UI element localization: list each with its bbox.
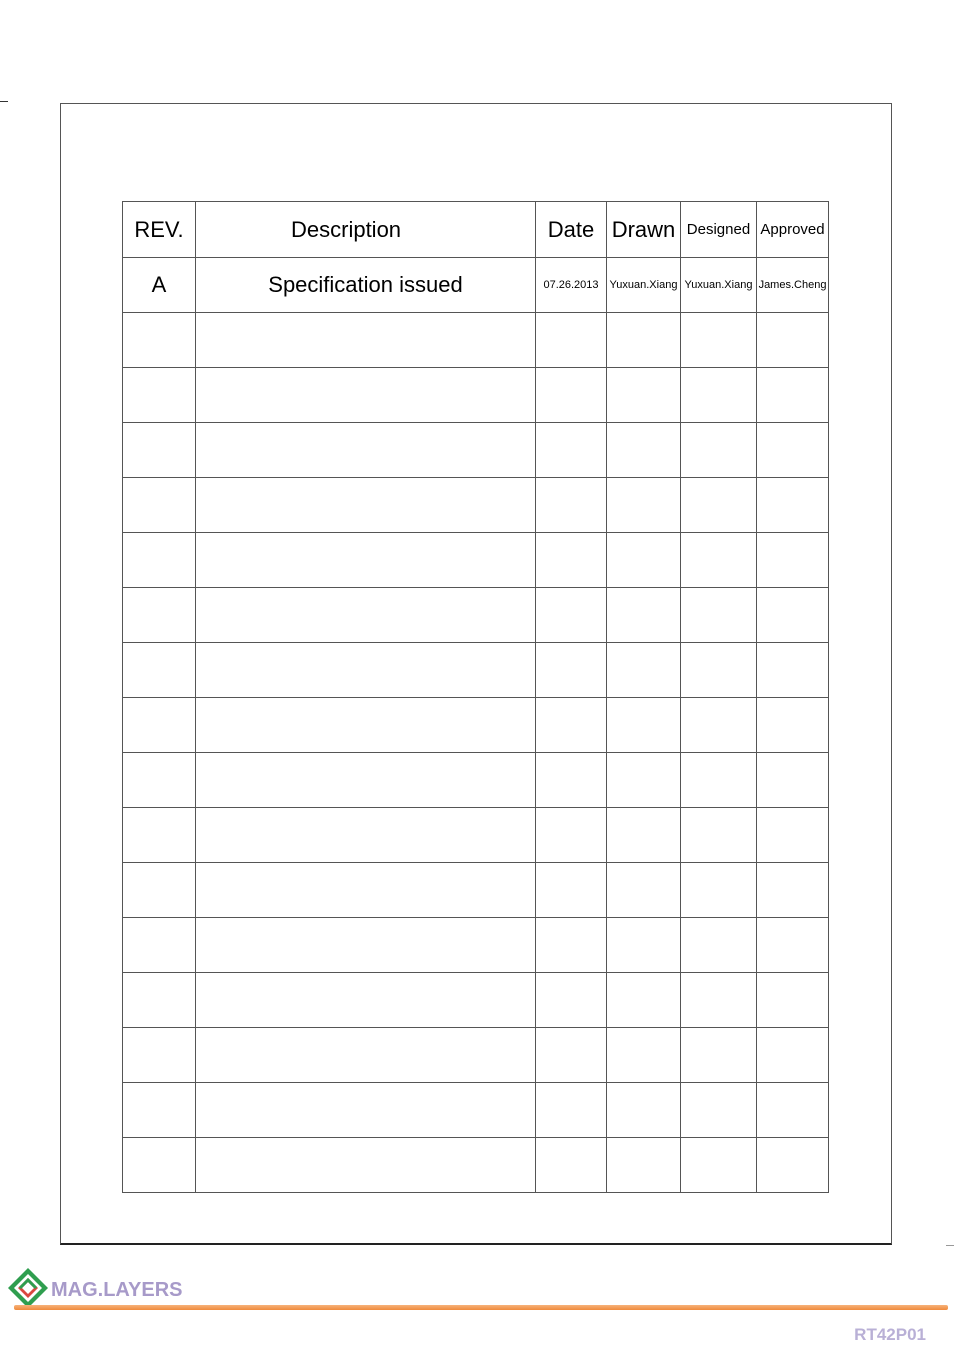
empty-cell bbox=[123, 863, 196, 918]
empty-cell bbox=[607, 918, 681, 973]
empty-cell bbox=[536, 698, 607, 753]
cell-description: Specification issued bbox=[196, 258, 536, 313]
empty-cell bbox=[196, 313, 536, 368]
empty-cell bbox=[123, 918, 196, 973]
empty-cell bbox=[196, 423, 536, 478]
table-row bbox=[123, 863, 829, 918]
table-row bbox=[123, 258, 829, 313]
table-row bbox=[123, 368, 829, 423]
empty-cell bbox=[536, 533, 607, 588]
empty-cell bbox=[536, 1138, 607, 1193]
empty-cell bbox=[123, 423, 196, 478]
empty-cell bbox=[196, 863, 536, 918]
empty-cell bbox=[196, 753, 536, 808]
empty-cell bbox=[536, 973, 607, 1028]
empty-cell bbox=[536, 1083, 607, 1138]
empty-cell bbox=[757, 1138, 829, 1193]
table-row bbox=[123, 753, 829, 808]
table-row bbox=[123, 973, 829, 1028]
empty-cell bbox=[196, 1083, 536, 1138]
empty-cell bbox=[536, 753, 607, 808]
empty-cell bbox=[607, 423, 681, 478]
header-approved: Approved bbox=[757, 202, 829, 258]
empty-cell bbox=[123, 808, 196, 863]
empty-cell bbox=[681, 918, 757, 973]
empty-cell bbox=[607, 698, 681, 753]
empty-cell bbox=[681, 533, 757, 588]
header-description: Description bbox=[196, 202, 536, 258]
empty-cell bbox=[196, 918, 536, 973]
empty-cell bbox=[681, 808, 757, 863]
cell-drawn: Yuxuan.Xiang bbox=[607, 258, 681, 313]
table-row bbox=[123, 423, 829, 478]
empty-cell bbox=[123, 973, 196, 1028]
empty-cell bbox=[607, 1028, 681, 1083]
table-row bbox=[123, 313, 829, 368]
empty-cell bbox=[681, 1138, 757, 1193]
empty-cell bbox=[123, 533, 196, 588]
empty-cell bbox=[536, 918, 607, 973]
empty-cell bbox=[536, 588, 607, 643]
header-drawn: Drawn bbox=[607, 202, 681, 258]
table-row bbox=[123, 588, 829, 643]
empty-cell bbox=[757, 533, 829, 588]
empty-cell bbox=[196, 808, 536, 863]
empty-cell bbox=[681, 753, 757, 808]
empty-cell bbox=[681, 368, 757, 423]
empty-cell bbox=[681, 478, 757, 533]
empty-cell bbox=[607, 808, 681, 863]
empty-cell bbox=[757, 588, 829, 643]
empty-cell bbox=[681, 313, 757, 368]
table-row bbox=[123, 698, 829, 753]
crop-mark-bottom-right bbox=[946, 1245, 954, 1246]
cell-date: 07.26.2013 bbox=[536, 258, 607, 313]
table-row bbox=[123, 643, 829, 698]
empty-cell bbox=[607, 643, 681, 698]
empty-cell bbox=[123, 588, 196, 643]
header-date: Date bbox=[536, 202, 607, 258]
empty-cell bbox=[757, 368, 829, 423]
crop-mark-top-left bbox=[0, 101, 8, 102]
cell-rev: A bbox=[123, 258, 196, 313]
empty-cell bbox=[536, 368, 607, 423]
table-header-row bbox=[123, 202, 829, 258]
maglayers-logo-icon bbox=[6, 1266, 50, 1310]
empty-cell bbox=[196, 643, 536, 698]
header-designed: Designed bbox=[681, 202, 757, 258]
empty-cell bbox=[607, 533, 681, 588]
empty-cell bbox=[123, 368, 196, 423]
table-row bbox=[123, 1083, 829, 1138]
part-number: RT42P01 bbox=[854, 1325, 926, 1344]
empty-cell bbox=[681, 698, 757, 753]
empty-cell bbox=[757, 313, 829, 368]
cell-designed: Yuxuan.Xiang bbox=[681, 258, 757, 313]
empty-cell bbox=[123, 1083, 196, 1138]
empty-cell bbox=[123, 1138, 196, 1193]
empty-cell bbox=[607, 1083, 681, 1138]
empty-cell bbox=[681, 643, 757, 698]
table-row bbox=[123, 533, 829, 588]
header-rev: REV. bbox=[123, 202, 196, 258]
table-row bbox=[123, 478, 829, 533]
table-row bbox=[123, 918, 829, 973]
empty-cell bbox=[757, 918, 829, 973]
empty-cell bbox=[123, 753, 196, 808]
empty-cell bbox=[607, 753, 681, 808]
empty-cell bbox=[123, 643, 196, 698]
empty-cell bbox=[536, 423, 607, 478]
empty-cell bbox=[607, 313, 681, 368]
empty-cell bbox=[123, 313, 196, 368]
table-row bbox=[123, 808, 829, 863]
empty-cell bbox=[607, 973, 681, 1028]
empty-cell bbox=[196, 588, 536, 643]
empty-cell bbox=[536, 643, 607, 698]
empty-cell bbox=[681, 1083, 757, 1138]
empty-cell bbox=[757, 643, 829, 698]
revision-table bbox=[122, 201, 829, 1193]
empty-cell bbox=[681, 863, 757, 918]
empty-cell bbox=[681, 1028, 757, 1083]
empty-cell bbox=[196, 368, 536, 423]
empty-cell bbox=[681, 973, 757, 1028]
empty-cell bbox=[536, 478, 607, 533]
empty-cell bbox=[757, 973, 829, 1028]
empty-cell bbox=[757, 478, 829, 533]
empty-cell bbox=[536, 863, 607, 918]
empty-cell bbox=[757, 1083, 829, 1138]
empty-cell bbox=[196, 478, 536, 533]
empty-cell bbox=[757, 753, 829, 808]
empty-cell bbox=[607, 478, 681, 533]
empty-cell bbox=[196, 698, 536, 753]
empty-cell bbox=[757, 698, 829, 753]
empty-cell bbox=[681, 588, 757, 643]
empty-cell bbox=[196, 533, 536, 588]
empty-cell bbox=[757, 423, 829, 478]
empty-cell bbox=[607, 588, 681, 643]
empty-cell bbox=[607, 1138, 681, 1193]
empty-cell bbox=[123, 478, 196, 533]
empty-cell bbox=[681, 423, 757, 478]
empty-cell bbox=[536, 808, 607, 863]
empty-cell bbox=[123, 698, 196, 753]
table-row bbox=[123, 1028, 829, 1083]
empty-cell bbox=[536, 1028, 607, 1083]
cell-approved: James.Cheng bbox=[757, 258, 829, 313]
table-row bbox=[123, 1138, 829, 1193]
empty-cell bbox=[536, 313, 607, 368]
empty-cell bbox=[607, 863, 681, 918]
empty-cell bbox=[196, 973, 536, 1028]
empty-cell bbox=[123, 1028, 196, 1083]
empty-cell bbox=[757, 808, 829, 863]
empty-cell bbox=[757, 1028, 829, 1083]
empty-cell bbox=[196, 1138, 536, 1193]
brand-name: MAG.LAYERS bbox=[51, 1279, 183, 1301]
empty-cell bbox=[757, 863, 829, 918]
footer-accent-line bbox=[14, 1305, 948, 1310]
empty-cell bbox=[607, 368, 681, 423]
empty-cell bbox=[196, 1028, 536, 1083]
